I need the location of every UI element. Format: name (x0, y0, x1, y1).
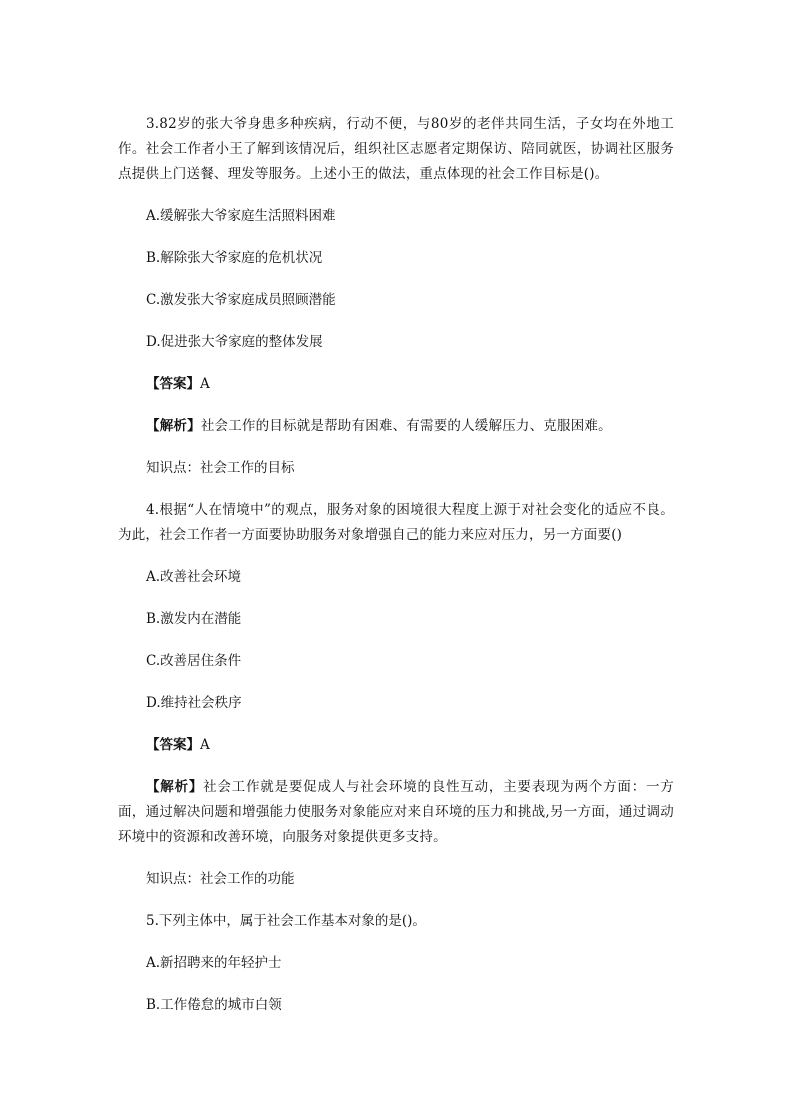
question-5-option-a: A.新招聘来的年轻护士 (146, 955, 282, 971)
question-3-stem: 3.82岁的张大爷身患多种疾病，行动不便，与80岁的老伴共同生活，子女均在外地工作。社会工作者小王了解到该情况后，组织社区志愿者定期保访、陪同就医，协调社区服务点提供上门送餐、理发等服务。上述小王的做法，重点体现的社会工作目标是()。 (118, 116, 674, 182)
question-3-analysis (118, 414, 674, 439)
question-5-option-b: B.工作倦怠的城市白领 (146, 997, 282, 1013)
answer-label: 【答案】 (146, 737, 200, 753)
analysis-text: 社会工作就是要促成人与社会环境的良性互动，主要表现为两个方面：一方面，通过解决问题和增强能力使服务对象能应对来自环境的压力和挑战,另一方面，通过调动环境中的资源和改善环境，向服务对象提供更多支持。 (118, 779, 674, 845)
question-3-option-a: A.缓解张大爷家庭生活照料困难 (146, 208, 336, 224)
question-4-option-c: C.改善居住条件 (146, 653, 242, 669)
answer-value: A (200, 737, 210, 753)
question-4-answer (118, 733, 674, 758)
answer-value: A (200, 376, 210, 392)
analysis-label: 【解析】 (146, 779, 204, 795)
question-3-option-c: C.激发张大爷家庭成员照顾潜能 (146, 292, 336, 308)
question-3-option-b: B.解除张大爷家庭的危机状况 (146, 250, 323, 266)
question-3-answer (118, 372, 674, 397)
answer-label: 【答案】 (146, 376, 200, 392)
question-5-stem: 5.下列主体中，属于社会工作基本对象的是()。 (146, 913, 426, 929)
document-page (118, 112, 674, 1018)
question-4-analysis (118, 775, 674, 850)
question-3-knowledge-point: 知识点：社会工作的目标 (146, 460, 295, 476)
analysis-text: 社会工作的目标就是帮助有困难、有需要的人缓解压力、克服困难。 (200, 418, 612, 434)
analysis-label: 【解析】 (146, 418, 201, 434)
question-4-stem: 4.根据“人在情境中”的观点，服务对象的困境很大程度上源于对社会变化的适应不良。为此，社会工作者一方面要协助服务对象增强自己的能力来应对压力，另一方面要() (118, 502, 674, 543)
question-4-knowledge-point: 知识点：社会工作的功能 (146, 871, 295, 887)
question-4-option-a: A.改善社会环境 (146, 569, 242, 585)
question-3-option-d: D.促进张大爷家庭的整体发展 (146, 334, 323, 350)
question-4-option-b: B.激发内在潜能 (146, 611, 242, 627)
question-4-option-d: D.维持社会秩序 (146, 695, 242, 711)
